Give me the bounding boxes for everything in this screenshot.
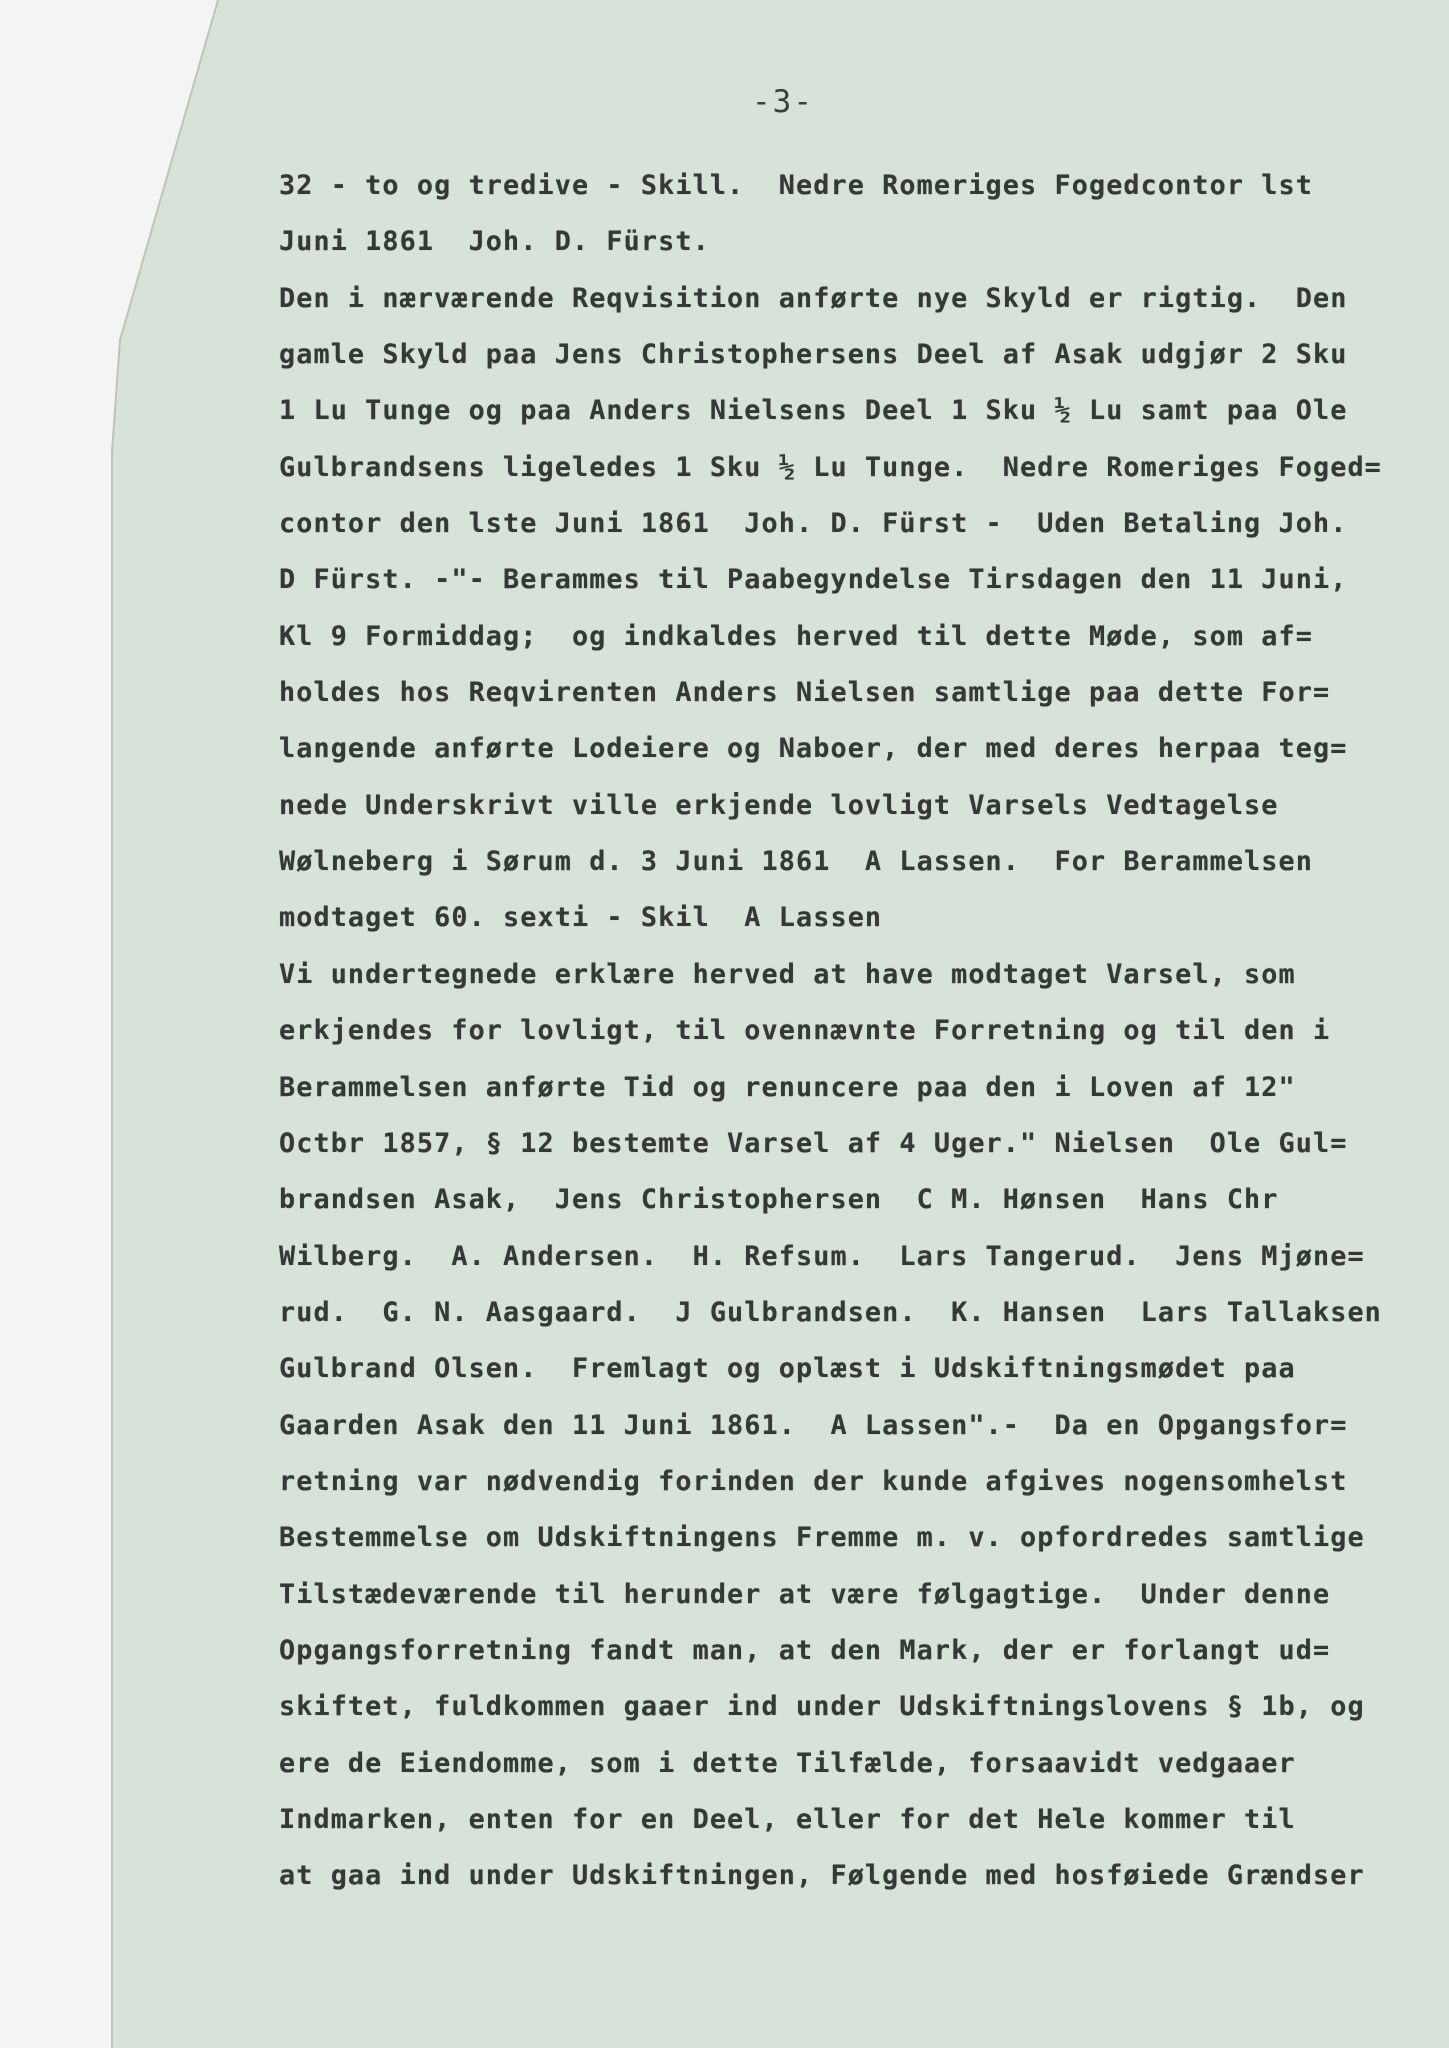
text-line: brandsen Asak, Jens Christophersen C M. Hønsen Hans Chr xyxy=(279,1184,1279,1216)
text-line: D Fürst. -"- Berammes til Paabegyndelse Tirsdagen den 11 Juni, xyxy=(279,564,1348,596)
text-line: Juni 1861 Joh. D. Fürst. xyxy=(279,226,710,258)
text-line: Den i nærværende Reqvisition anførte nye Skyld er rigtig. Den xyxy=(279,282,1348,314)
text-line: Opgangsforretning fandt man, at den Mark, der er forlangt ud= xyxy=(279,1634,1331,1666)
text-line: rud. G. N. Aasgaard. J Gulbrandsen. K. Hansen Lars Tallaksen xyxy=(279,1296,1382,1328)
text-line: Gaarden Asak den 11 Juni 1861. A Lassen".- Da en Opgangsfor= xyxy=(279,1409,1348,1441)
text-line: Berammelsen anførte Tid og renuncere paa den i Loven af 12" xyxy=(279,1071,1296,1103)
text-line: contor den lste Juni 1861 Joh. D. Fürst - Uden Betaling Joh. xyxy=(279,508,1348,540)
text-line: Bestemmelse om Udskiftningens Fremme m. v. opfordredes samtlige xyxy=(279,1522,1365,1554)
text-line: skiftet, fuldkommen gaaer ind under Udskiftningslovens § 1b, og xyxy=(279,1691,1365,1723)
text-line: gamle Skyld paa Jens Christophersens Deel af Asak udgjør 2 Sku xyxy=(279,339,1348,371)
text-line: at gaa ind under Udskiftningen, Følgende med hosføiede Grændser xyxy=(279,1860,1365,1892)
text-line: 32 - to og tredive - Skill. Nedre Romeriges Fogedcontor lst xyxy=(279,170,1313,201)
text-line: retning var nødvendig forinden der kunde afgives nogensomhelst xyxy=(279,1465,1348,1497)
text-line: ere de Eiendomme, som i dette Tilfælde, forsaavidt vedgaaer xyxy=(279,1747,1296,1779)
document-text xyxy=(279,158,1439,1905)
text-line: Kl 9 Formiddag; og indkaldes herved til dette Møde, som af= xyxy=(279,620,1313,652)
text-line: langende anførte Lodeiere og Naboer, der med deres herpaa teg= xyxy=(279,733,1348,765)
text-line: erkjendes for lovligt, til ovennævnte Forretning og til den i xyxy=(279,1015,1331,1047)
text-line: nede Underskrivt ville erkjende lovligt Varsels Vedtagelse xyxy=(279,789,1279,821)
text-line: holdes hos Reqvirenten Anders Nielsen samtlige paa dette For= xyxy=(279,677,1331,709)
text-line: modtaget 60. sexti - Skil A Lassen xyxy=(279,902,883,934)
text-line: Wølneberg i Sørum d. 3 Juni 1861 A Lassen. For Berammelsen xyxy=(279,846,1313,878)
text-line: Octbr 1857, § 12 bestemte Varsel af 4 Uger." Nielsen Ole Gul= xyxy=(279,1127,1348,1159)
text-line: Vi undertegnede erklære herved at have modtaget Varsel, som xyxy=(279,958,1296,990)
text-line: Wilberg. A. Andersen. H. Refsum. Lars Tangerud. Jens Mjøne= xyxy=(279,1240,1365,1272)
text-line: Gulbrand Olsen. Fremlagt og oplæst i Udskiftningsmødet paa xyxy=(279,1353,1296,1385)
text-line: Gulbrandsens ligeledes 1 Sku ½ Lu Tunge. Nedre Romeriges Foged= xyxy=(279,451,1382,483)
text-line: Tilstædeværende til herunder at være følgagtige. Under denne xyxy=(279,1578,1331,1610)
text-line: 1 Lu Tunge og paa Anders Nielsens Deel 1 Sku ½ Lu samt paa Ole xyxy=(279,395,1348,427)
text-line: Indmarken, enten for en Deel, eller for det Hele kommer til xyxy=(279,1803,1296,1835)
page-number: -3- xyxy=(752,84,814,120)
